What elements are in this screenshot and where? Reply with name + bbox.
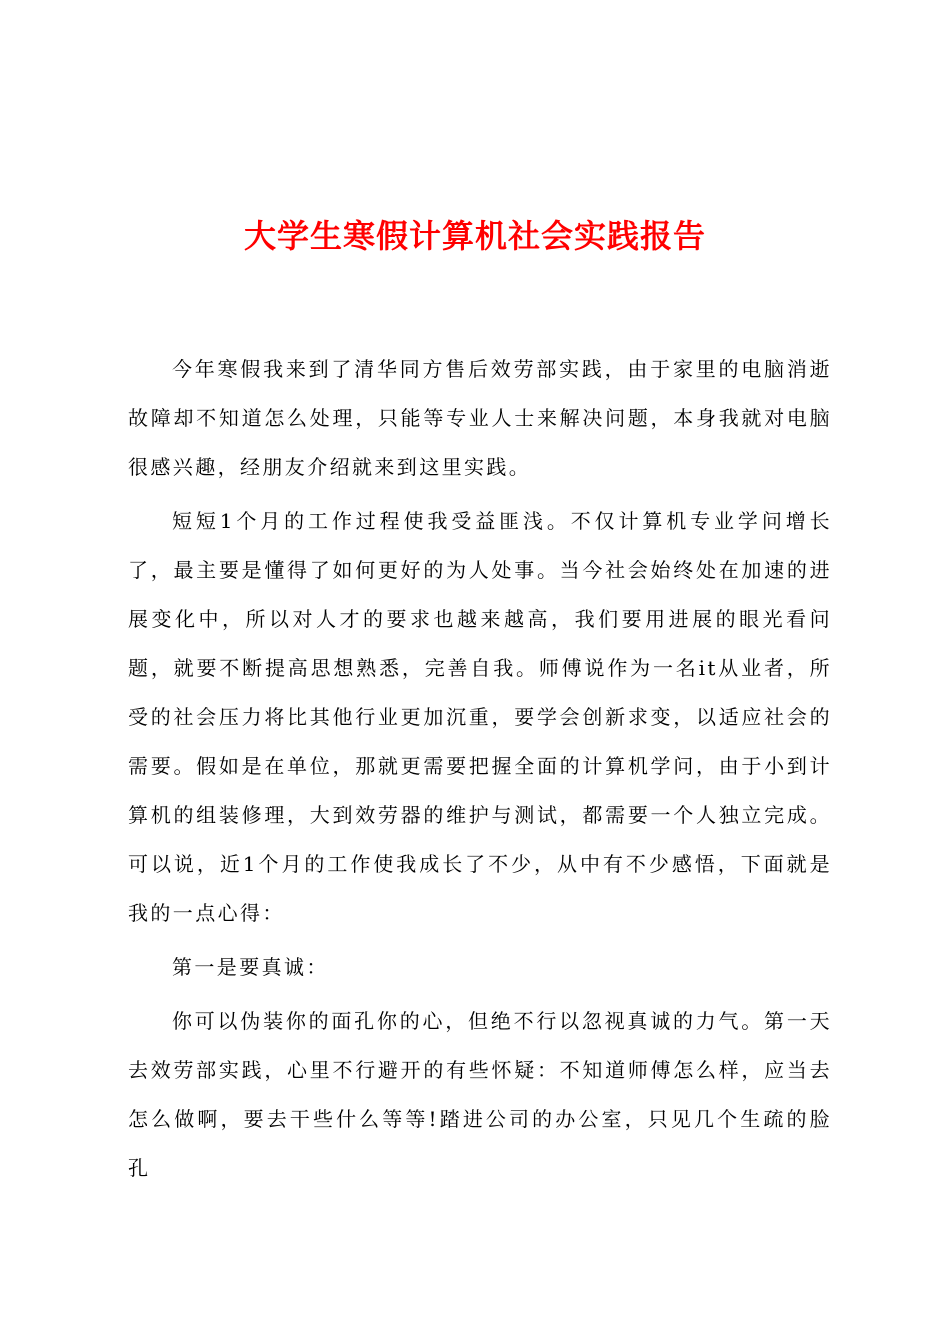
paragraph-experience: 短短1个月的工作过程使我受益匪浅。不仅计算机专业学问增长了，最主要是懂得了如何更好的为人处事。当今社会始终处在加速的进展变化中，所以对人才的要求也越来越高，我们要用进展的眼光看问题，就要不断提高思想熟悉，完善自我。师傅说作为一名it从业者，所受的社会压力将比其他行业更加沉重，要学会创新求变，以适应社会的需要。假如是在单位，那就更需要把握全面的计算机学问，由于小到计算机的组装修理，大到效劳器的维护与测试，都需要一个人独立完成。可以说，近1个月的工作使我成长了不少，从中有不少感悟，下面就是我的一点心得： [128,509,832,925]
paragraph-sincerity: 你可以伪装你的面孔你的心，但绝不行以忽视真诚的力气。第一天去效劳部实践，心里不行避开的有些怀疑：不知道师傅怎么样，应当去怎么做啊，要去干些什么等等!踏进公司的办公室，只见几个生疏的脸孔 [128,1009,832,1180]
document-body [128,345,832,1193]
paragraph-heading-sincerity: 第一是要真诚： [172,955,329,979]
document-title: 大学生寒假计算机社会实践报告 [243,217,706,255]
paragraph-intro: 今年寒假我来到了清华同方售后效劳部实践，由于家里的电脑消逝故障却不知道怎么处理，只能等专业人士来解决问题，本身我就对电脑很感兴趣，经朋友介绍就来到这里实践。 [128,357,832,479]
